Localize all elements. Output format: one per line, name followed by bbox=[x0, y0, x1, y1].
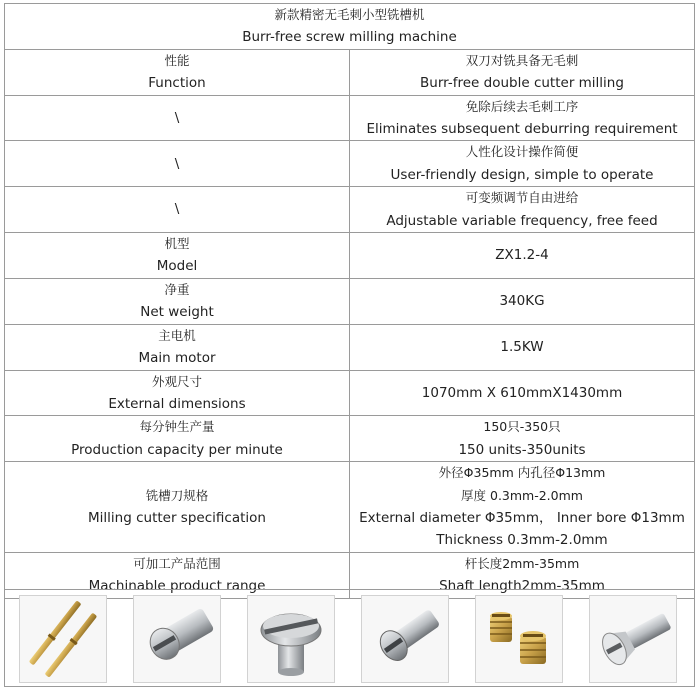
product-photo-slotted-rivet bbox=[361, 595, 449, 683]
label-cn: 性能 bbox=[164, 52, 190, 68]
label-en: Main motor bbox=[138, 350, 216, 367]
value-cell bbox=[350, 324, 695, 370]
row-feature-1 bbox=[5, 95, 695, 141]
label-cn: \ bbox=[174, 201, 180, 218]
product-photo-cheese-head-screw bbox=[247, 595, 335, 683]
value-line: 外径Φ35mm 内孔径Φ13mm bbox=[438, 465, 606, 481]
product-photo-strip bbox=[4, 589, 695, 687]
value-line: Adjustable variable frequency, free feed bbox=[386, 212, 658, 229]
label-cn: \ bbox=[174, 155, 180, 172]
value-line: 可变频调节自由进给 bbox=[465, 190, 579, 206]
value-line: 杆长度2mm-35mm bbox=[464, 555, 580, 571]
row-capacity bbox=[5, 416, 695, 462]
label-en: Machinable product range bbox=[88, 578, 266, 595]
label-en: Model bbox=[156, 258, 198, 275]
cheese-head-screw-image bbox=[248, 596, 334, 682]
row-function bbox=[5, 49, 695, 95]
value-cell bbox=[350, 370, 695, 416]
brass-pins-image bbox=[20, 596, 106, 682]
label-en: Net weight bbox=[140, 304, 214, 321]
label-cn: 净重 bbox=[164, 281, 190, 297]
label-cn: 机型 bbox=[164, 236, 190, 252]
title-row bbox=[5, 4, 695, 50]
product-photo-brass-pins bbox=[19, 595, 107, 683]
label-en: Milling cutter specification bbox=[88, 509, 266, 526]
value-line: 150只-350只 bbox=[483, 419, 561, 435]
label-en: External dimensions bbox=[108, 395, 246, 412]
brass-inserts-image bbox=[476, 596, 562, 682]
title-cell bbox=[5, 4, 695, 50]
value-cell bbox=[350, 49, 695, 95]
product-photo-slotted-pin bbox=[133, 595, 221, 683]
row-net-weight bbox=[5, 278, 695, 324]
row-feature-3 bbox=[5, 187, 695, 233]
countersunk-screw-image bbox=[590, 596, 676, 682]
label-cell bbox=[5, 416, 350, 462]
label-cell bbox=[5, 370, 350, 416]
slotted-pin-image bbox=[134, 596, 220, 682]
label-cell bbox=[5, 187, 350, 233]
row-feature-2 bbox=[5, 141, 695, 187]
value-cell bbox=[350, 95, 695, 141]
label-cell bbox=[5, 95, 350, 141]
row-model bbox=[5, 233, 695, 279]
row-cutter-spec bbox=[5, 462, 695, 553]
label-cn: \ bbox=[174, 109, 180, 126]
label-cn: 每分钟生产量 bbox=[139, 419, 215, 435]
label-cell bbox=[5, 462, 350, 553]
spec-table bbox=[4, 3, 695, 599]
row-main-motor bbox=[5, 324, 695, 370]
title-en: Burr-free screw milling machine bbox=[242, 29, 457, 46]
value-line: 免除后续去毛刺工序 bbox=[465, 98, 579, 114]
value-line: User-friendly design, simple to operate bbox=[390, 166, 654, 183]
value-line: ZX1.2-4 bbox=[495, 247, 549, 264]
slotted-rivet-image bbox=[362, 596, 448, 682]
title-cn: 新款精密无毛刺小型铣槽机 bbox=[274, 7, 425, 22]
value-line: 人性化设计操作简便 bbox=[465, 144, 579, 160]
value-line: 1.5KW bbox=[500, 338, 544, 355]
label-en: Function bbox=[148, 75, 206, 92]
label-cell bbox=[5, 233, 350, 279]
value-line: 150 units-350units bbox=[458, 441, 586, 458]
label-en: Production capacity per minute bbox=[71, 441, 283, 458]
row-dimensions bbox=[5, 370, 695, 416]
value-cell bbox=[350, 416, 695, 462]
value-cell bbox=[350, 462, 695, 553]
label-cn: 可加工产品范围 bbox=[133, 555, 221, 571]
value-cell bbox=[350, 278, 695, 324]
label-cell bbox=[5, 49, 350, 95]
value-line: Eliminates subsequent deburring requirement bbox=[366, 121, 678, 138]
value-line: 340KG bbox=[499, 293, 545, 310]
value-cell bbox=[350, 187, 695, 233]
value-line: Shaft length2mm-35mm bbox=[439, 578, 605, 595]
product-photo-brass-inserts bbox=[475, 595, 563, 683]
value-line: 双刀对铣具备无毛刺 bbox=[465, 52, 579, 68]
value-line: 1070mm X 610mmX1430mm bbox=[421, 384, 623, 401]
label-cell bbox=[5, 278, 350, 324]
value-line: Burr-free double cutter milling bbox=[420, 75, 624, 92]
value-line: Thickness 0.3mm-2.0mm bbox=[436, 532, 608, 549]
label-cell bbox=[5, 324, 350, 370]
product-photo-countersunk-screw bbox=[589, 595, 677, 683]
label-cn: 铣槽刀规格 bbox=[145, 487, 209, 503]
value-cell bbox=[350, 141, 695, 187]
value-line: External diameter Φ35mm， Inner bore Φ13mm bbox=[359, 509, 685, 526]
value-cell bbox=[350, 233, 695, 279]
label-cn: 主电机 bbox=[158, 327, 196, 343]
label-cn: 外观尺寸 bbox=[151, 373, 202, 389]
value-line: 厚度 0.3mm-2.0mm bbox=[461, 487, 583, 503]
label-cell bbox=[5, 141, 350, 187]
